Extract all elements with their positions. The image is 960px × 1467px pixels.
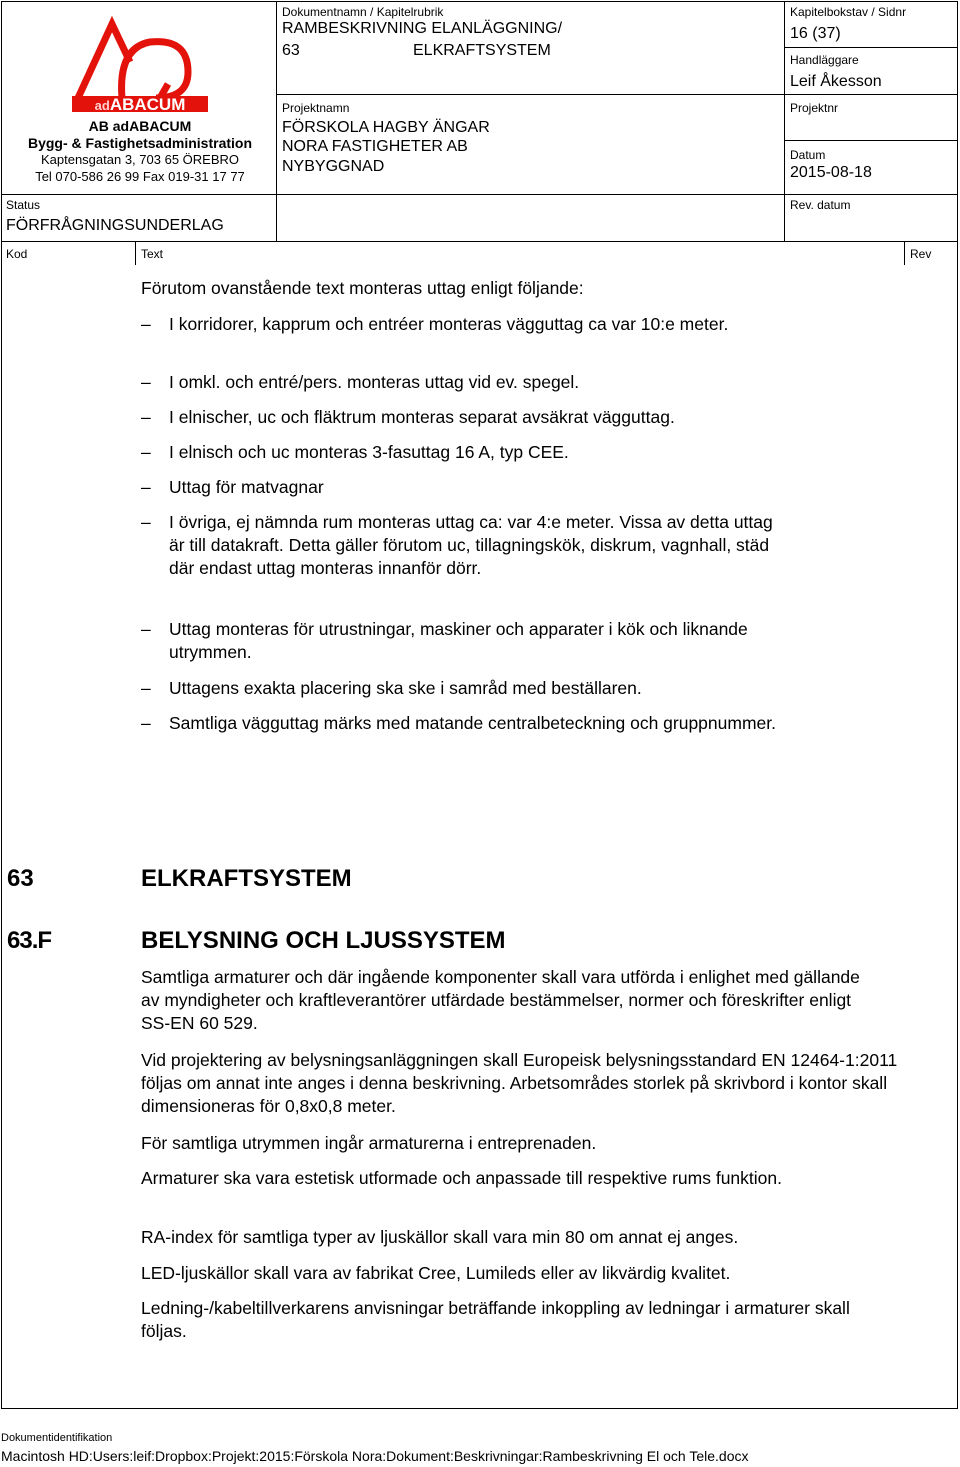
- dash-bullet: –: [141, 372, 151, 392]
- kapitel-value: 16 (37): [790, 25, 841, 42]
- header-divider: [784, 140, 958, 141]
- paragraph: RA-index för samtliga typer av ljuskällor skall vara min 80 om annat ej anges.: [141, 1227, 739, 1247]
- header-divider: [276, 94, 958, 95]
- company-phone: Tel 070-586 26 99 Fax 019-31 17 77: [35, 169, 245, 184]
- dash-bullet: –: [141, 442, 151, 462]
- dash-bullet: –: [141, 678, 151, 698]
- list-item-text: I elnischer, uc och fläktrum monteras separat avsäkrat vägguttag.: [169, 407, 675, 427]
- revdatum-label: Rev. datum: [790, 198, 851, 212]
- dokumentnamn-line2-text: ELKRAFTSYSTEM: [413, 42, 551, 59]
- column-header-text: Text: [141, 247, 164, 261]
- column-header-kod: Kod: [6, 247, 28, 261]
- intro-text: Förutom ovanstående text monteras uttag enligt följande:: [141, 278, 584, 298]
- dokumentnamn-line1: RAMBESKRIVNING ELANLÄGGNING/: [282, 20, 563, 37]
- handlaggare-value: Leif Åkesson: [790, 73, 882, 90]
- subsection-code: 63.F: [7, 927, 52, 954]
- list-item-text: I omkl. och entré/pers. monteras uttag vid ev. spegel.: [169, 372, 580, 392]
- company-address: Kaptensgatan 3, 703 65 ÖREBRO: [40, 152, 239, 167]
- rev-column-divider: [904, 241, 905, 265]
- company-description: Bygg- & Fastighetsadministration: [27, 135, 253, 151]
- projektnamn-line1: FÖRSKOLA HAGBY ÄNGAR: [282, 119, 490, 136]
- paragraph: För samtliga utrymmen ingår armaturerna i entreprenaden.: [141, 1133, 597, 1153]
- paragraph: Armaturer ska vara estetisk utformade och anpassade till respektive rums funktion.: [141, 1168, 782, 1188]
- dash-bullet: –: [141, 713, 151, 733]
- projektnr-label: Projektnr: [790, 101, 839, 115]
- header-divider: [784, 47, 958, 48]
- paragraph: Vid projektering av belysningsanläggningen skall Europeisk belysningsstandard EN 12464-1:2011 följas om annat inte anges i denna beskrivning. Arbetsområdes storlek på skrivbord i kontor skall dimensioneras för 0,8x0,8 meter.: [141, 1050, 898, 1116]
- company-logo: [60, 14, 220, 114]
- header-divider: [784, 1, 785, 242]
- list-item-text: I elnisch och uc monteras 3-fasuttag 16 A, typ CEE.: [169, 442, 569, 462]
- subsection-title: BELYSNING OCH LJUSSYSTEM: [141, 927, 506, 954]
- list-item-text: Uttagens exakta placering ska ske i samråd med beställaren.: [169, 678, 642, 698]
- projektnamn-label: Projektnamn: [282, 101, 350, 115]
- svg-text:adABACUM: adABACUM: [94, 95, 186, 114]
- datum-label: Datum: [790, 148, 826, 162]
- paragraph: LED-ljuskällor skall vara av fabrikat Cree, Lumileds eller av likvärdig kvalitet.: [141, 1263, 731, 1283]
- dash-bullet: –: [141, 407, 151, 427]
- status-label: Status: [6, 198, 41, 212]
- list-item-text: Uttag monteras för utrustningar, maskiner och apparater i kök och liknande utrymmen.: [169, 619, 748, 662]
- dash-bullet: –: [141, 512, 151, 532]
- list-item-text: Samtliga vägguttag märks med matande centralbeteckning och gruppnummer.: [169, 713, 776, 733]
- company-name: AB adABACUM: [88, 118, 192, 134]
- list-item-text: Uttag för matvagnar: [169, 477, 324, 497]
- projektnamn-line2: NORA FASTIGHETER AB: [282, 138, 468, 155]
- handlaggare-label: Handläggare: [790, 53, 859, 67]
- datum-value: 2015-08-18: [790, 164, 872, 181]
- abacum-logo-icon: [60, 14, 220, 114]
- paragraph: Ledning-/kabeltillverkarens anvisningar beträffande inkoppling av ledningar i armaturer skall följas.: [141, 1298, 850, 1341]
- list-item-text: I korridorer, kapprum och entréer monteras vägguttag ca var 10:e meter.: [169, 314, 729, 334]
- dash-bullet: –: [141, 477, 151, 497]
- section-title: ELKRAFTSYSTEM: [141, 865, 352, 892]
- section-code: 63: [7, 865, 34, 892]
- header-divider: [276, 1, 277, 242]
- footer-label: Dokumentidentifikation: [1, 1432, 113, 1444]
- dash-bullet: –: [141, 619, 151, 639]
- dokumentnamn-label: Dokumentnamn / Kapitelrubrik: [282, 5, 444, 19]
- dokumentnamn-line2-number: 63: [282, 42, 300, 59]
- paragraph: Samtliga armaturer och där ingående komponenter skall vara utförda i enlighet med gällande av myndigheter och kraftleverantörer utfärdade bestämmelser, normer och föreskrifter enligt SS-EN 60 529.: [141, 967, 860, 1033]
- dash-bullet: –: [141, 314, 151, 334]
- projektnamn-line3: NYBYGGNAD: [282, 158, 385, 175]
- column-header-rev: Rev: [910, 247, 932, 261]
- kod-column-divider: [135, 241, 136, 265]
- list-item-text: I övriga, ej nämnda rum monteras uttag ca: var 4:e meter. Vissa av detta uttag är till datakraft. Detta gäller förutom uc, tillagningskök, diskrum, vagnhall, städ där endast uttag monteras innanför dörr.: [169, 512, 773, 578]
- status-value: FÖRFRÅGNINGSUNDERLAG: [6, 217, 224, 234]
- kapitel-label: Kapitelbokstav / Sidnr: [790, 5, 907, 19]
- footer-document-path: Macintosh HD:Users:leif:Dropbox:Projekt:2015:Förskola Nora:Dokument:Beskrivningar:Rambeskrivning El och Tele.docx: [1, 1448, 749, 1464]
- header-divider: [1, 194, 958, 195]
